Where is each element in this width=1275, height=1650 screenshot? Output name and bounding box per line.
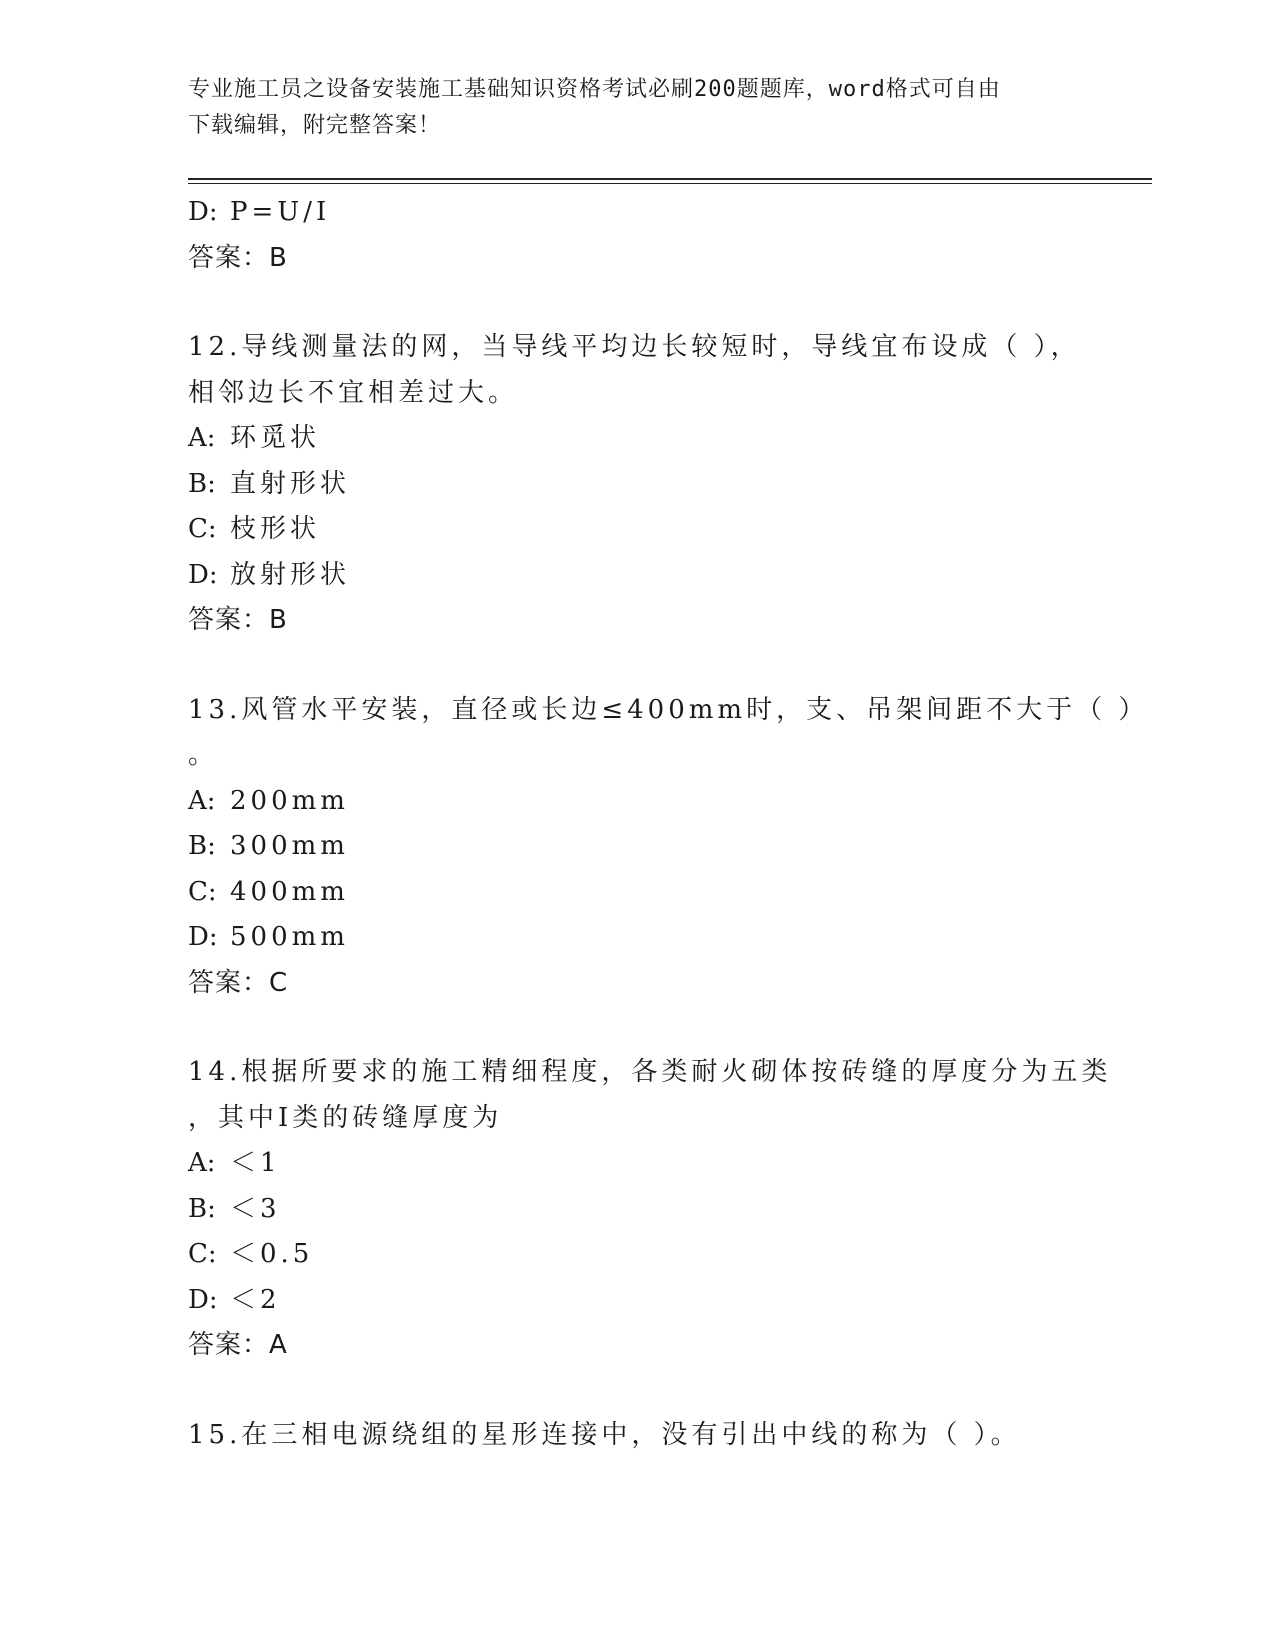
option-text: ＜2	[230, 1284, 281, 1315]
spacer	[188, 1006, 1088, 1050]
option-text: 放射形状	[230, 559, 351, 590]
option-text: 枝形状	[230, 514, 321, 544]
option-key: B:	[188, 831, 216, 861]
q14-stem-line-2: ，其中Ⅰ类的砖缝厚度为	[188, 1102, 503, 1133]
q12-option-a	[188, 416, 1088, 462]
q12-stem-line-2: 相邻边长不宜相差过大。	[188, 377, 519, 408]
header-rule-thick	[188, 178, 1152, 180]
spacer	[188, 644, 1088, 688]
spacer	[188, 281, 1088, 325]
spacer	[188, 1369, 1088, 1413]
header-line-2: 下载编辑，附完整答案！	[188, 113, 442, 138]
q14-option-d	[188, 1278, 1088, 1324]
option-text: 400mm	[230, 876, 349, 907]
q14-option-c	[188, 1232, 1088, 1278]
option-text: 300mm	[230, 831, 349, 861]
q13-option-c	[188, 870, 1088, 916]
q11-option-d	[188, 190, 1088, 236]
q15-stem-line-1: 15.在三相电源绕组的星形连接中，没有引出中线的称为（ ）。	[188, 1419, 1021, 1450]
option-text: 200mm	[230, 785, 349, 816]
q12-option-d	[188, 553, 1088, 599]
q12-stem-line-1: 12.导线测量法的网，当导线平均边长较短时，导线宜布设成（ ），	[188, 332, 1081, 362]
q13-stem-line-1: 13.风管水平安装，直径或长边≤400mm时，支、吊架间距不大于（ ）	[188, 694, 1149, 725]
q12-option-b	[188, 462, 1088, 508]
option-key: B:	[188, 468, 216, 499]
option-key: D:	[188, 922, 218, 952]
option-key: C:	[188, 876, 217, 907]
q12-answer: 答案：B	[188, 605, 288, 635]
option-text: 500mm	[230, 922, 349, 952]
option-key: D:	[188, 559, 218, 590]
option-key: A:	[188, 785, 216, 816]
q13-answer: 答案：C	[188, 967, 289, 998]
option-text: ＜3	[230, 1193, 281, 1224]
option-text: 环觅状	[230, 423, 321, 453]
q14-answer: 答案：A	[188, 1330, 288, 1360]
option-text: ＜1	[230, 1148, 281, 1178]
option-key: B:	[188, 1193, 216, 1224]
option-text: ＜0.5	[230, 1239, 314, 1269]
question-content	[188, 190, 1149, 1458]
option-key: A:	[188, 1148, 216, 1178]
q11-answer: 答案：B	[188, 242, 288, 273]
q12-option-c	[188, 507, 1088, 553]
option-key: D:	[188, 197, 218, 227]
q13-option-b	[188, 824, 1088, 870]
option-key: C:	[188, 514, 217, 544]
document-header	[188, 72, 1088, 144]
option-text: 直射形状	[230, 468, 351, 499]
option-key: D:	[188, 1284, 218, 1315]
header-line-1: 专业施工员之设备安装施工基础知识资格考试必刷200题题库，word格式可自由	[188, 77, 1001, 102]
option-text: P=U/I	[230, 197, 331, 227]
q14-stem-line-1: 14.根据所要求的施工精细程度，各类耐火砌体按砖缝的厚度分为五类	[188, 1057, 1112, 1087]
q13-option-d	[188, 915, 1088, 961]
q14-option-a	[188, 1141, 1088, 1187]
option-key: C:	[188, 1239, 217, 1269]
option-key: A:	[188, 423, 216, 453]
header-rule-thin	[188, 183, 1152, 184]
q14-option-b	[188, 1187, 1088, 1233]
q13-stem-line-2: 。	[188, 740, 219, 770]
q13-option-a	[188, 779, 1088, 825]
